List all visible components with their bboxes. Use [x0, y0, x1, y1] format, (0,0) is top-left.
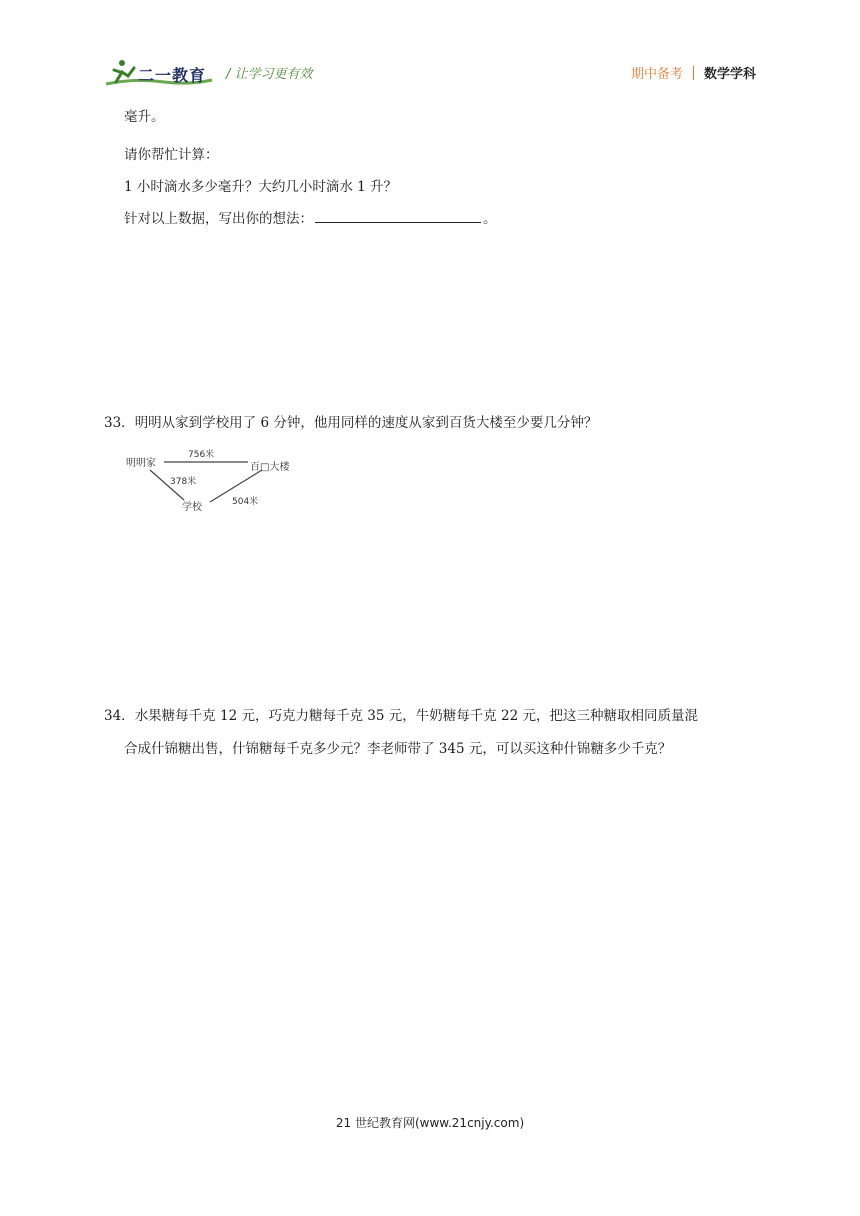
answer-blank[interactable]	[315, 210, 481, 223]
question-text-line-2: 合成什锦糖出售，什锦糖每千克多少元？李老师带了 345 元，可以买这种什锦糖多少千克？	[124, 741, 672, 757]
page-header	[0, 0, 860, 95]
question-text: 明明从家到学校用了 6 分钟，他用同样的速度从家到百货大楼至少要几分钟？	[134, 415, 598, 431]
label-school-store: 504米	[232, 497, 259, 507]
question-34	[104, 704, 698, 724]
label-home-school: 378米	[170, 477, 197, 487]
node-home: 明明家	[126, 458, 156, 469]
calc-prompt: 请你帮忙计算：	[124, 147, 219, 163]
question-33	[104, 411, 597, 431]
node-store: 百□大楼	[250, 462, 290, 473]
header-tags	[631, 63, 756, 82]
logo-text: 二一教育	[138, 66, 207, 85]
slogan: / 让学习更有效	[226, 67, 313, 82]
sub-question: 1 小时滴水多少毫升？大约几小时滴水 1 升？	[124, 179, 398, 195]
unit-line: 毫升。	[124, 109, 165, 125]
opinion-end: 。	[483, 211, 497, 227]
question-number: 33．	[104, 415, 135, 431]
question-number: 34．	[104, 708, 135, 724]
node-school: 学校	[182, 502, 202, 513]
subject-label: 数学学科	[703, 67, 756, 82]
opinion-line	[124, 207, 497, 227]
exam-label: 期中备考	[630, 67, 683, 82]
label-home-store: 756米	[188, 450, 215, 460]
header-divider	[693, 66, 694, 80]
question-text-line-1: 水果糖每千克 12 元，巧克力糖每千克 35 元，牛奶糖每千克 22 元，把这三种糖取相同质量混	[134, 708, 698, 724]
page-footer: 21 世纪教育网(www.21cnjy.com)	[335, 1116, 525, 1130]
opinion-prompt: 针对以上数据，写出你的想法：	[124, 211, 313, 227]
route-diagram	[122, 444, 302, 518]
